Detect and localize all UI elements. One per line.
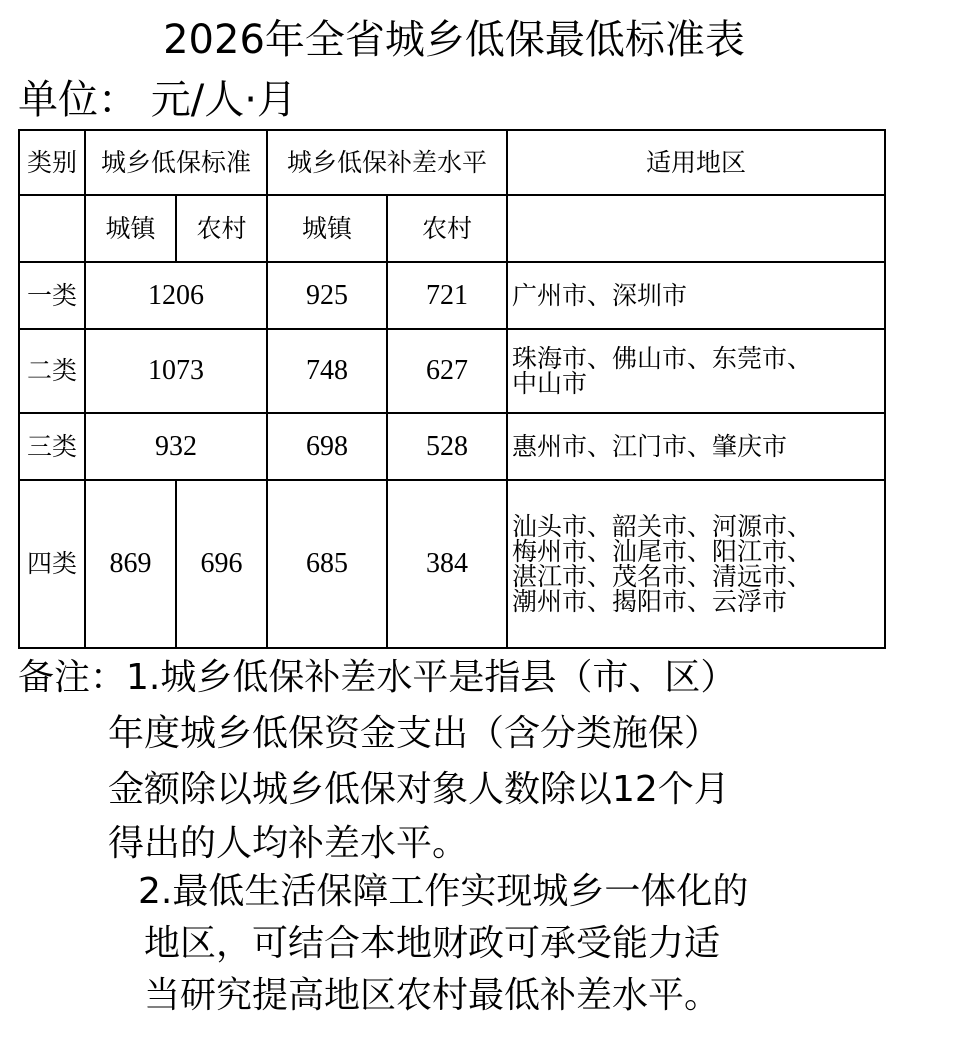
note-line: 地区，可结合本地财政可承受能力适 [144, 923, 721, 964]
note-line: 备注：1.城乡低保补差水平是指县（市、区） [18, 657, 737, 698]
row-subsidy-urban: 748 [267, 329, 387, 413]
row-standard: 932 [85, 413, 267, 480]
subheader-region-empty [507, 195, 885, 262]
row-category: 一类 [19, 262, 85, 329]
row-category: 三类 [19, 413, 85, 480]
header-subsidy: 城乡低保补差水平 [267, 130, 507, 195]
subheader-empty [19, 195, 85, 262]
table-subheader-row [19, 195, 885, 262]
row-standard: 1073 [85, 329, 267, 413]
row-region [507, 329, 885, 413]
row-standard-rural: 696 [176, 480, 267, 648]
header-standard: 城乡低保标准 [85, 130, 267, 195]
region-line: 惠州市、江门市、肇庆市 [512, 432, 788, 461]
row-subsidy-urban: 925 [267, 262, 387, 329]
table-row [19, 262, 885, 329]
header-category: 类别 [19, 130, 85, 195]
region-line: 湛江市、茂名市、清远市、 [512, 562, 813, 591]
region-line: 广州市、深圳市 [512, 281, 688, 310]
row-subsidy-rural: 384 [387, 480, 507, 648]
table-header-row [19, 130, 885, 195]
header-region: 适用地区 [507, 130, 885, 195]
region-line: 珠海市、佛山市、东莞市、 [512, 344, 813, 373]
page-title: 2026年全省城乡低保最低标准表 [163, 17, 745, 63]
note-line: 得出的人均补差水平。 [108, 823, 469, 864]
row-region [507, 413, 885, 480]
subheader-subsidy-rural: 农村 [387, 195, 507, 262]
row-subsidy-rural: 627 [387, 329, 507, 413]
row-subsidy-urban: 698 [267, 413, 387, 480]
table-row [19, 480, 885, 648]
subheader-standard-urban: 城镇 [85, 195, 176, 262]
row-region [507, 262, 885, 329]
note-line: 2.最低生活保障工作实现城乡一体化的 [138, 871, 749, 912]
row-standard: 1206 [85, 262, 267, 329]
note-line: 金额除以城乡低保对象人数除以12个月 [108, 769, 730, 810]
note-line: 当研究提高地区农村最低补差水平。 [144, 975, 721, 1016]
subheader-subsidy-urban: 城镇 [267, 195, 387, 262]
region-line: 汕头市、韶关市、河源市、 [512, 512, 813, 541]
row-subsidy-rural: 721 [387, 262, 507, 329]
region-line: 梅州市、汕尾市、阳江市、 [512, 537, 813, 566]
row-subsidy-urban: 685 [267, 480, 387, 648]
row-region [507, 480, 885, 648]
region-line: 中山市 [512, 369, 588, 398]
row-standard-urban: 869 [85, 480, 176, 648]
row-subsidy-rural: 528 [387, 413, 507, 480]
standards-table [18, 129, 886, 649]
row-category: 四类 [19, 480, 85, 648]
table-row [19, 329, 885, 413]
region-line: 潮州市、揭阳市、云浮市 [512, 587, 788, 616]
row-category: 二类 [19, 329, 85, 413]
note-line: 年度城乡低保资金支出（含分类施保） [108, 713, 721, 754]
table-row [19, 413, 885, 480]
subheader-standard-rural: 农村 [176, 195, 267, 262]
unit-label: 单位： 元/人·月 [18, 77, 297, 123]
